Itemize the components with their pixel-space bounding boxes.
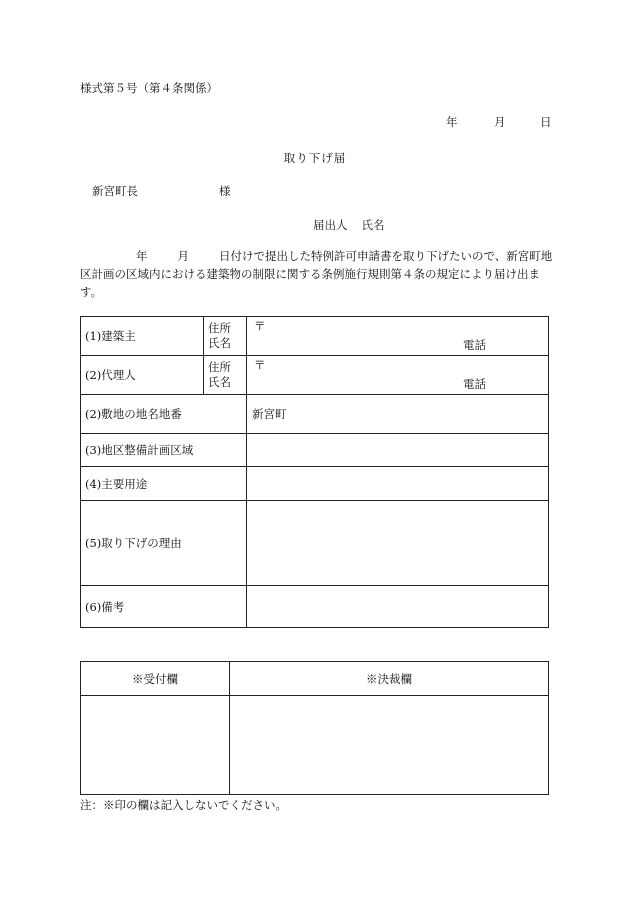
applicant-name-label: 氏名 xyxy=(361,218,385,232)
builder-name-label: 氏名 xyxy=(208,336,231,350)
table-row-builder xyxy=(81,317,549,356)
body-year: 年 xyxy=(136,249,148,263)
reception-header: ※受付欄 xyxy=(81,662,230,696)
table-row-district xyxy=(81,434,549,467)
reason-value[interactable] xyxy=(247,501,549,586)
office-use-table xyxy=(80,661,549,795)
footnote: 注：※印の欄は記入しないでください。 xyxy=(80,798,287,812)
table-row-site xyxy=(81,395,549,434)
site-value[interactable]: 新宮町 xyxy=(247,395,549,434)
builder-label: (1)建築主 xyxy=(81,317,204,356)
agent-sub-labels xyxy=(204,356,247,395)
addressee xyxy=(92,183,231,199)
reason-label: (5)取り下げの理由 xyxy=(81,501,247,586)
district-value[interactable] xyxy=(247,434,549,467)
builder-value[interactable] xyxy=(247,317,549,356)
table-row-agent xyxy=(81,356,549,395)
applicant xyxy=(313,217,385,233)
table-row-use xyxy=(81,467,549,501)
body-month: 月 xyxy=(177,249,189,263)
applicant-label: 届出人 xyxy=(313,218,348,232)
date-year: 年 xyxy=(446,115,458,129)
remarks-value[interactable] xyxy=(247,586,549,628)
form-number: 様式第５号（第４条関係） xyxy=(80,81,218,95)
builder-address-label: 住所 xyxy=(208,321,231,335)
agent-value[interactable] xyxy=(247,356,549,395)
body-paragraph: 日付けで提出した特例許可申請書を取り下げたいので、新宮町地区計画の区域内における建築物の制限に関する条例施行規則第４条の規定により届け出ます。 xyxy=(80,249,553,299)
table-row-remarks xyxy=(81,586,549,628)
use-value[interactable] xyxy=(247,467,549,501)
office-header-row xyxy=(81,662,549,696)
table-row-reason xyxy=(81,501,549,586)
body-text xyxy=(80,247,554,301)
builder-sub-labels xyxy=(204,317,247,356)
date-month: 月 xyxy=(494,115,506,129)
decision-cell xyxy=(230,696,549,795)
addressee-honorific: 様 xyxy=(219,184,231,198)
builder-phone-label: 電話 xyxy=(463,338,486,352)
agent-address-label: 住所 xyxy=(208,360,231,374)
document-title: 取り下げ届 xyxy=(283,151,347,165)
application-table xyxy=(80,316,549,628)
date-day: 日 xyxy=(540,115,552,129)
decision-header: ※決裁欄 xyxy=(230,662,549,696)
agent-postal-mark: 〒 xyxy=(254,358,266,372)
builder-postal-mark: 〒 xyxy=(254,319,266,333)
district-label: (3)地区整備計画区域 xyxy=(81,434,247,467)
remarks-label: (6)備考 xyxy=(81,586,247,628)
agent-name-label: 氏名 xyxy=(208,375,231,389)
agent-phone-label: 電話 xyxy=(463,377,486,391)
office-blank-row xyxy=(81,696,549,795)
reception-cell xyxy=(81,696,230,795)
agent-label: (2)代理人 xyxy=(81,356,204,395)
site-label: (2)敷地の地名地番 xyxy=(81,395,247,434)
addressee-name: 新宮町長 xyxy=(92,184,138,198)
use-label: (4)主要用途 xyxy=(81,467,247,501)
